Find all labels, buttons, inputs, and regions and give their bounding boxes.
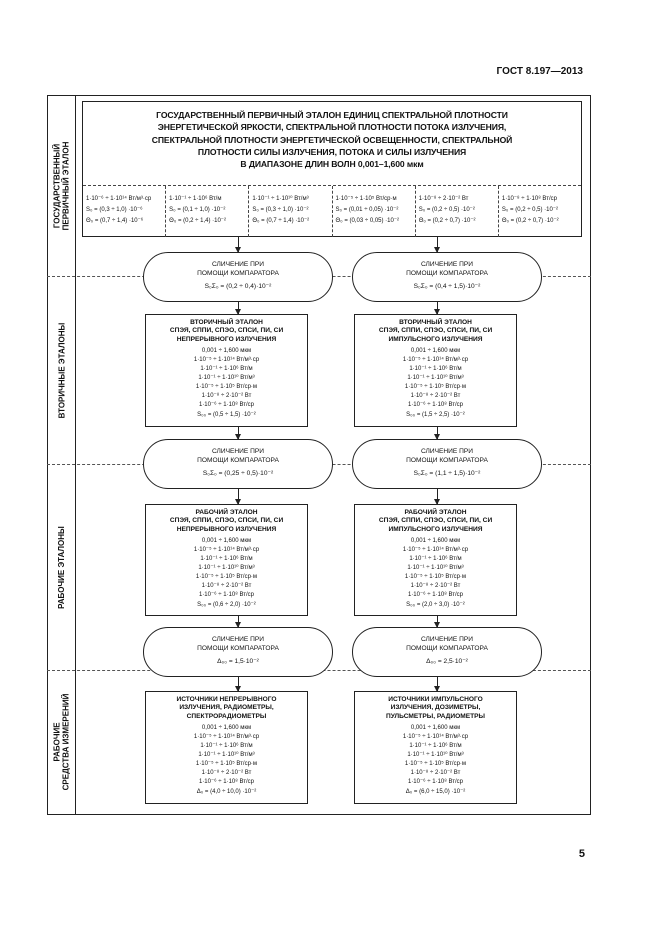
section-label-instruments: РАБОЧИЕ СРЕДСТВА ИЗМЕРЕНИЙ bbox=[52, 693, 71, 791]
flow-arrow bbox=[238, 427, 239, 439]
flow-arrow bbox=[437, 302, 438, 314]
primary-column: 1·10⁻⁵ ÷ 1·10⁵ Вт/ср·м S₀ = (0,01 ÷ 0,05) ·10⁻² Θ₀ = (0,03 ÷ 0,05) ·10⁻² bbox=[333, 186, 416, 237]
flow-arrow bbox=[238, 616, 239, 627]
flow-arrow bbox=[238, 302, 239, 314]
section-label-state: ГОСУДАРСТВЕННЫЙ ПЕРВИЧНЫЙ ЭТАЛОН bbox=[52, 141, 71, 231]
primary-standard-title: ГОСУДАРСТВЕННЫЙ ПЕРВИЧНЫЙ ЭТАЛОН ЕДИНИЦ СПЕКТРАЛЬНОЙ ПЛОТНОСТИ ЭНЕРГЕТИЧЕСКОЙ ЯРКОСТИ, СПЕКТРАЛЬНОЙ ПЛОТНОСТИ ПОТОКА ИЗЛУЧЕНИЯ, СПЕКТРАЛЬНОЙ ПЛОТНОСТИ ЭНЕРГЕТИЧЕСКОЙ ОСВЕЩЕННОСТИ, СПЕКТРАЛЬНОЙ ПЛОТНОСТИ СИЛЫ ИЗЛУЧЕНИЯ, ПОТОКА И СИЛЫ ИЗЛУЧЕНИЯ В ДИАПАЗОНЕ ДЛИН ВОЛН 0,001–1,600 мкм bbox=[151, 110, 513, 170]
primary-column: 1·10⁻¹ ÷ 1·10⁶ Вт/м S₀ = (0,1 ÷ 1,0) ·10⁻² Θ₀ = (0,2 ÷ 1,4) ·10⁻² bbox=[166, 186, 249, 237]
comparator-pill: СЛИЧЕНИЕ ПРИ ПОМОЩИ КОМПАРАТОРА S₀Σ₀ = (0,2 ÷ 0,4)·10⁻² bbox=[143, 252, 333, 302]
secondary-standard-continuous: ВТОРИЧНЫЙ ЭТАЛОН СПЭЯ, СППИ, СПЭО, СПСИ, ПИ, СИ НЕПРЕРЫВНОГО ИЗЛУЧЕНИЯ 0,001 ÷ 1,600 мкм 1·10⁻⁵ ÷ 1·10¹⁴ Вт/м³·ср 1·10⁻¹ ÷ 1·10⁶ Вт/м 1·10⁻¹ ÷ 1·10¹⁰ Вт/м³ 1·10⁻⁵ ÷ 1·10⁵ Вт/ср·м 1·10⁻⁸ ÷ 2·10⁻² Вт 1·10⁻⁶ ÷ 1·10⁸ Вт/ср S₀₀ = (0,5 ÷ 1,5) ·10⁻² bbox=[145, 314, 308, 427]
page-number: 5 bbox=[578, 848, 585, 860]
flow-arrow bbox=[238, 237, 239, 252]
flow-arrow bbox=[437, 616, 438, 627]
primary-column: 1·10⁻⁸ ÷ 2·10⁻² Вт S₀ = (0,2 ÷ 0,5) ·10⁻² Θ₀ = (0,2 ÷ 0,7) ·10⁻² bbox=[416, 186, 499, 237]
flow-arrow bbox=[437, 489, 438, 504]
comparator-pill: СЛИЧЕНИЕ ПРИ ПОМОЩИ КОМПАРАТОРА Δ₀₀ = 2,5·10⁻² bbox=[352, 627, 542, 677]
primary-standard-box bbox=[82, 101, 582, 237]
flow-arrow bbox=[437, 237, 438, 252]
instruments-pulsed: ИСТОЧНИКИ ИМПУЛЬСНОГО ИЗЛУЧЕНИЯ, ДОЗИМЕТРЫ, ПУЛЬСМЕТРЫ, РАДИОМЕТРЫ 0,001 ÷ 1,600 мкм 1·10⁻⁵ ÷ 1·10¹⁴ Вт/м³·ср 1·10⁻¹ ÷ 1·10⁶ Вт/м 1·10⁻¹ ÷ 1·10¹⁰ Вт/м³ 1·10⁻⁵ ÷ 1·10⁵ Вт/ср·м 1·10⁻⁸ ÷ 2·10⁻² Вт 1·10⁻⁶ ÷ 1·10⁸ Вт/ср Δ₀ = (6,0 ÷ 15,0) ·10⁻² bbox=[354, 691, 517, 804]
comparator-pill: СЛИЧЕНИЕ ПРИ ПОМОЩИ КОМПАРАТОРА S₀Σ₀ = (0,25 ÷ 0,5)·10⁻² bbox=[143, 439, 333, 489]
primary-column: 1·10⁻⁶ ÷ 1·10¹⁴ Вт/м³·ср S₀ = (0,3 ÷ 1,0) ·10⁻⁶ Θ₀ = (0,7 ÷ 1,4) ·10⁻⁶ bbox=[83, 186, 166, 237]
primary-column: 1·10⁻¹ ÷ 1·10¹⁰ Вт/м³ S₀ = (0,3 ÷ 1,0) ·10⁻² Θ₀ = (0,7 ÷ 1,4) ·10⁻² bbox=[249, 186, 332, 237]
flow-arrow bbox=[238, 489, 239, 504]
primary-column: 1·10⁻⁸ ÷ 1·10⁸ Вт/ср S₀ = (0,2 ÷ 0,5) ·10⁻² Θ₀ = (0,2 ÷ 0,7) ·10⁻² bbox=[501, 196, 559, 224]
primary-standard-columns bbox=[83, 185, 581, 237]
flow-arrow bbox=[437, 427, 438, 439]
document-code: ГОСТ 8.197—2013 bbox=[496, 66, 583, 77]
flow-arrow bbox=[437, 677, 438, 691]
section-label-working: РАБОЧИЕ ЭТАЛОНЫ bbox=[57, 525, 66, 609]
section-divider-vertical bbox=[75, 95, 76, 815]
flow-arrow bbox=[238, 677, 239, 691]
working-standard-continuous: РАБОЧИЙ ЭТАЛОН СПЭЯ, СППИ, СПЭО, СПСИ, ПИ, СИ НЕПРЕРЫВНОГО ИЗЛУЧЕНИЯ 0,001 ÷ 1,600 мкм 1·10⁻⁵ ÷ 1·10¹⁴ Вт/м³·ср 1·10⁻¹ ÷ 1·10⁶ Вт/м 1·10⁻¹ ÷ 1·10¹⁰ Вт/м³ 1·10⁻⁵ ÷ 1·10⁵ Вт/ср·м 1·10⁻⁸ ÷ 2·10⁻² Вт 1·10⁻⁶ ÷ 1·10⁸ Вт/ср S₀₀ = (0,6 ÷ 2,0) ·10⁻² bbox=[145, 504, 308, 616]
comparator-pill: СЛИЧЕНИЕ ПРИ ПОМОЩИ КОМПАРАТОРА Δ₀₀ = 1,5·10⁻² bbox=[143, 627, 333, 677]
instruments-continuous: ИСТОЧНИКИ НЕПРЕРЫВНОГО ИЗЛУЧЕНИЯ, РАДИОМЕТРЫ, СПЕКТРОРАДИОМЕТРЫ 0,001 ÷ 1,600 мкм 1·10⁻⁵ ÷ 1·10¹⁴ Вт/м³·ср 1·10⁻¹ ÷ 1·10⁶ Вт/м 1·10⁻¹ ÷ 1·10¹⁰ Вт/м³ 1·10⁻⁵ ÷ 1·10⁵ Вт/ср·м 1·10⁻⁸ ÷ 2·10⁻² Вт 1·10⁻⁶ ÷ 1·10⁸ Вт/ср Δ₀ = (4,0 ÷ 10,0) ·10⁻² bbox=[145, 691, 308, 804]
secondary-standard-pulsed: ВТОРИЧНЫЙ ЭТАЛОН СПЭЯ, СППИ, СПЭО, СПСИ, ПИ, СИ ИМПУЛЬСНОГО ИЗЛУЧЕНИЯ 0,001 ÷ 1,600 мкм 1·10⁻⁵ ÷ 1·10¹⁴ Вт/м³·ср 1·10⁻¹ ÷ 1·10⁶ Вт/м 1·10⁻¹ ÷ 1·10¹⁰ Вт/м³ 1·10⁻⁵ ÷ 1·10⁵ Вт/ср·м 1·10⁻⁸ ÷ 2·10⁻² Вт 1·10⁻⁶ ÷ 1·10⁸ Вт/ср S₀₀ = (1,5 ÷ 2,5) ·10⁻² bbox=[354, 314, 517, 427]
comparator-pill: СЛИЧЕНИЕ ПРИ ПОМОЩИ КОМПАРАТОРА S₀Σ₀ = (1,1 ÷ 1,5)·10⁻² bbox=[352, 439, 542, 489]
comparator-pill: СЛИЧЕНИЕ ПРИ ПОМОЩИ КОМПАРАТОРА S₀Σ₀ = (0,4 ÷ 1,5)·10⁻² bbox=[352, 252, 542, 302]
working-standard-pulsed: РАБОЧИЙ ЭТАЛОН СПЭЯ, СППИ, СПЭО, СПСИ, ПИ, СИ ИМПУЛЬСНОГО ИЗЛУЧЕНИЯ 0,001 ÷ 1,600 мкм 1·10⁻⁵ ÷ 1·10¹⁴ Вт/м³·ср 1·10⁻¹ ÷ 1·10⁶ Вт/м 1·10⁻¹ ÷ 1·10¹⁰ Вт/м³ 1·10⁻⁵ ÷ 1·10⁵ Вт/ср·м 1·10⁻⁸ ÷ 2·10⁻² Вт 1·10⁻⁶ ÷ 1·10⁸ Вт/ср S₀₀ = (2,0 ÷ 3,0) ·10⁻² bbox=[354, 504, 517, 616]
section-label-secondary: ВТОРИЧНЫЕ ЭТАЛОНЫ bbox=[57, 322, 66, 418]
